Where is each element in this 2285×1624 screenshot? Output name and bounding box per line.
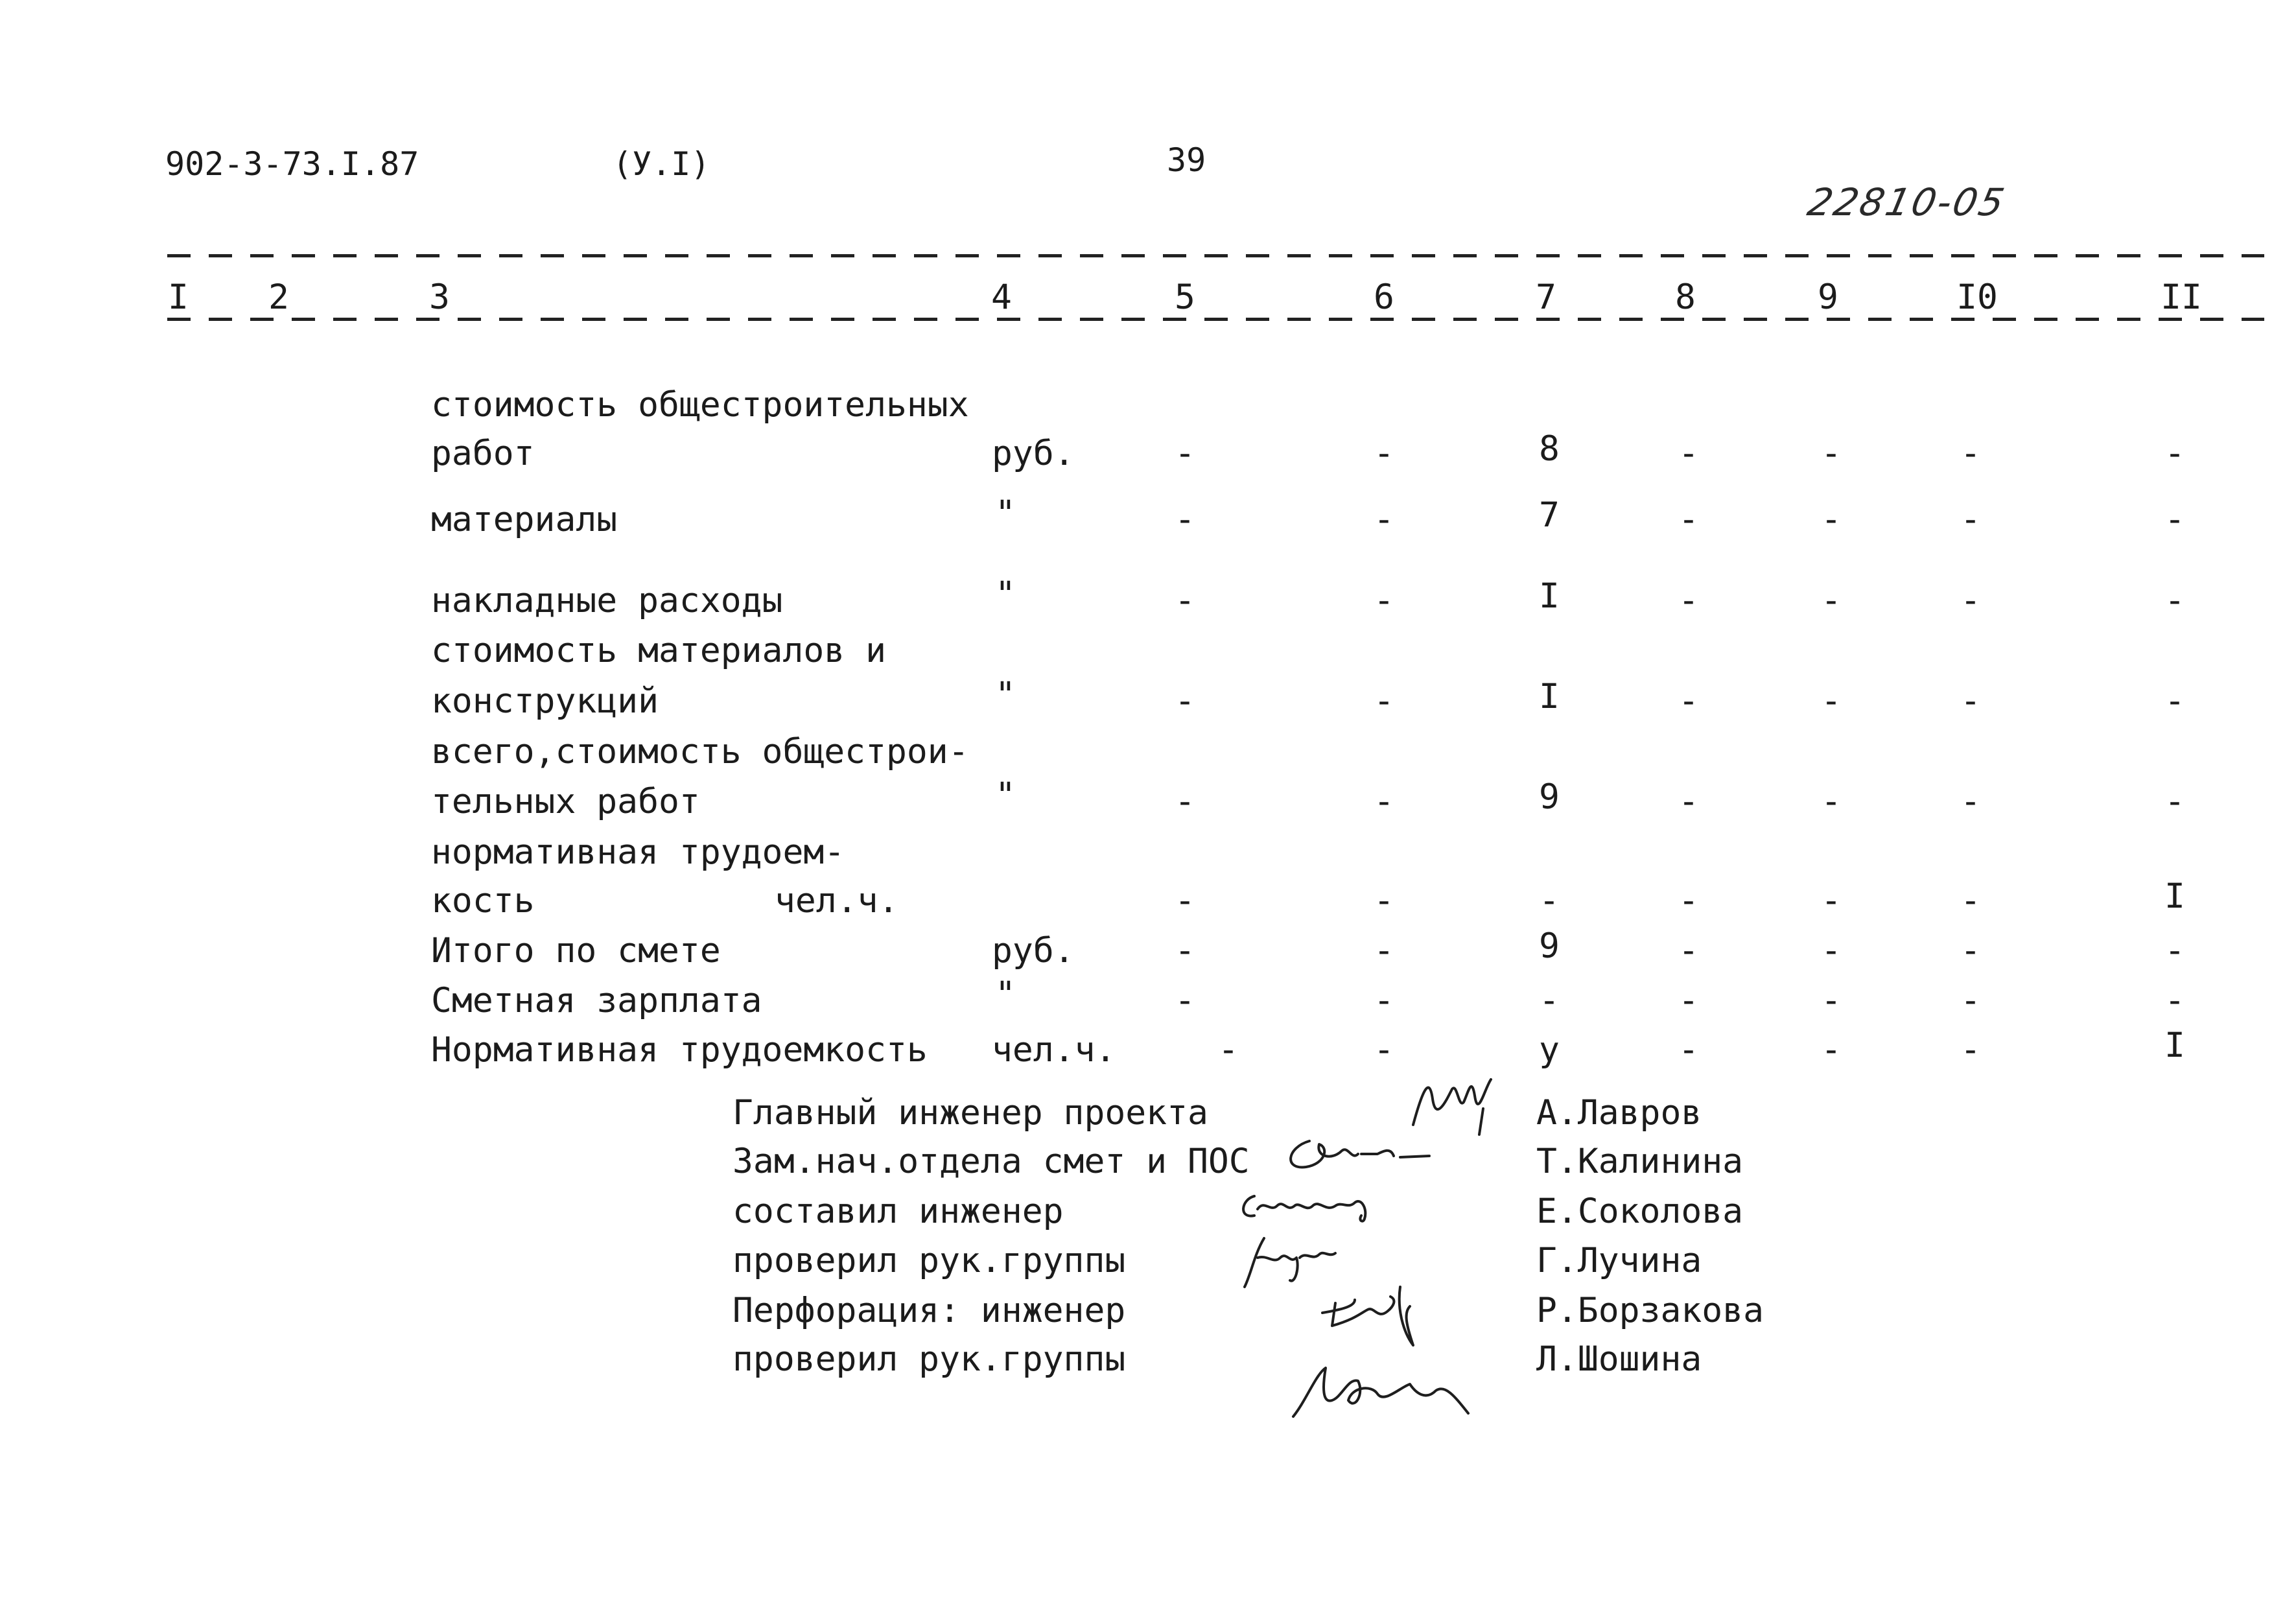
cell-col7: 8 <box>1539 429 1560 469</box>
handwritten-signature <box>1287 1348 1494 1433</box>
cell-col11: - <box>2164 581 2185 620</box>
volume-label: (У.I) <box>613 145 710 183</box>
row-label: тельных работ <box>431 782 700 821</box>
cell-col7: I <box>1539 576 1560 616</box>
cell-col9: - <box>1821 1030 1842 1070</box>
cell-col5: - <box>1218 1030 1239 1070</box>
cell-col8: - <box>1678 931 1699 971</box>
row-label: стоимость общестроительных <box>431 385 969 425</box>
cell-col6: - <box>1374 1030 1394 1070</box>
cell-col6: - <box>1374 681 1394 721</box>
handwritten-signature <box>1235 1183 1390 1235</box>
row-label: кость <box>431 881 535 921</box>
cell-col5: - <box>1175 881 1195 921</box>
row-label: Нормативная трудоемкость <box>431 1030 928 1070</box>
cell-col8: - <box>1678 500 1699 539</box>
cell-col5: - <box>1175 981 1195 1020</box>
cell-col10: - <box>1960 782 1981 821</box>
cell-col5: - <box>1175 931 1195 971</box>
cell-col11: - <box>2164 981 2185 1020</box>
cell-col9: - <box>1821 681 1842 721</box>
cell-col8: - <box>1678 1030 1699 1070</box>
cell-col10: - <box>1960 581 1981 620</box>
col-header-6: 6 <box>1374 277 1394 317</box>
cell-col6: - <box>1374 881 1394 921</box>
signature-name: Т.Калинина <box>1536 1142 1744 1181</box>
row-unit: " <box>995 775 1016 815</box>
cell-col9: - <box>1821 581 1842 620</box>
row-label: Сметная зарплата <box>431 981 762 1020</box>
cell-col9: - <box>1821 881 1842 921</box>
cell-col11: I <box>2164 1026 2185 1065</box>
row-unit: чел.ч. <box>992 1030 1116 1070</box>
cell-col8: - <box>1678 782 1699 821</box>
col-header-9: 9 <box>1818 277 1838 317</box>
cell-col11: - <box>2164 681 2185 721</box>
cell-col8: - <box>1678 681 1699 721</box>
cell-col11: - <box>2164 434 2185 473</box>
cell-col6: - <box>1374 782 1394 821</box>
col-header-2: 2 <box>268 277 289 317</box>
page-number: 39 <box>1167 141 1206 179</box>
cell-col5: - <box>1175 782 1195 821</box>
cell-col9: - <box>1821 434 1842 473</box>
cell-col9: - <box>1821 931 1842 971</box>
cell-col6: - <box>1374 500 1394 539</box>
row-unit: " <box>995 574 1016 614</box>
cell-col5: - <box>1175 434 1195 473</box>
cell-col10: - <box>1960 931 1981 971</box>
cell-col7: 9 <box>1539 777 1560 817</box>
signature-role: составил инженер <box>732 1192 1064 1231</box>
row-label: конструкций <box>431 681 659 721</box>
col-header-7: 7 <box>1536 277 1556 317</box>
cell-col5: - <box>1175 681 1195 721</box>
signature-name: Л.Шошина <box>1536 1339 1702 1379</box>
cell-col5: - <box>1175 581 1195 620</box>
col-header-10: I0 <box>1956 277 1998 317</box>
signature-name: Е.Соколова <box>1536 1192 1744 1231</box>
col-header-1: I <box>168 277 189 317</box>
signature-role: проверил рук.группы <box>732 1339 1126 1379</box>
header-rule-top <box>167 254 2264 257</box>
row-unit: чел.ч. <box>775 881 899 921</box>
signature-role: Главный инженер проекта <box>732 1093 1208 1133</box>
col-header-4: 4 <box>991 277 1012 317</box>
row-unit: " <box>995 493 1016 533</box>
cell-col11: - <box>2164 782 2185 821</box>
cell-col11: - <box>2164 500 2185 539</box>
cell-col10: - <box>1960 500 1981 539</box>
row-label: накладные расходы <box>431 581 783 620</box>
row-label: стоимость материалов и <box>431 631 886 670</box>
document-code: 902-3-73.I.87 <box>165 145 419 183</box>
row-label: всего,стоимость общестрои- <box>431 732 969 771</box>
handwritten-signature <box>1280 1131 1442 1183</box>
row-unit: руб. <box>992 434 1075 473</box>
cell-col10: - <box>1960 681 1981 721</box>
signature-role: Зам.нач.отдела смет и ПОС <box>732 1142 1250 1181</box>
cell-col10: - <box>1960 434 1981 473</box>
row-label: работ <box>431 434 535 473</box>
cell-col9: - <box>1821 981 1842 1020</box>
cell-col9: - <box>1821 782 1842 821</box>
cell-col11: - <box>2164 931 2185 971</box>
col-header-5: 5 <box>1175 277 1195 317</box>
cell-col7: I <box>1539 677 1560 716</box>
row-label: Итого по смете <box>431 931 721 971</box>
signature-role: Перфорация: инженер <box>732 1291 1126 1330</box>
signature-name: А.Лавров <box>1536 1093 1702 1133</box>
cell-col6: - <box>1374 931 1394 971</box>
cell-col8: - <box>1678 581 1699 620</box>
cell-col8: - <box>1678 881 1699 921</box>
cell-col8: - <box>1678 434 1699 473</box>
signature-role: проверил рук.группы <box>732 1241 1126 1280</box>
row-unit: " <box>995 675 1016 714</box>
col-header-11: II <box>2161 277 2202 317</box>
header-rule-bottom <box>167 318 2264 321</box>
col-header-8: 8 <box>1675 277 1696 317</box>
cell-col7: у <box>1539 1030 1560 1070</box>
cell-col7: - <box>1539 881 1560 921</box>
cell-col6: - <box>1374 981 1394 1020</box>
cell-col8: - <box>1678 981 1699 1020</box>
signature-name: Р.Борзакова <box>1536 1291 1764 1330</box>
archive-stamp-number: 22810-05 <box>1803 180 2010 224</box>
cell-col10: - <box>1960 1030 1981 1070</box>
cell-col6: - <box>1374 434 1394 473</box>
row-unit: " <box>995 974 1016 1014</box>
row-unit: руб. <box>992 931 1075 971</box>
cell-col10: - <box>1960 881 1981 921</box>
cell-col7: 7 <box>1539 495 1560 535</box>
cell-col11: I <box>2164 877 2185 916</box>
col-header-3: 3 <box>429 277 450 317</box>
cell-col9: - <box>1821 500 1842 539</box>
row-label: материалы <box>431 500 618 539</box>
cell-col6: - <box>1374 581 1394 620</box>
cell-col10: - <box>1960 981 1981 1020</box>
cell-col7: 9 <box>1539 926 1560 966</box>
cell-col5: - <box>1175 500 1195 539</box>
row-label: нормативная трудоем- <box>431 832 845 872</box>
cell-col7: - <box>1539 981 1560 1020</box>
signature-name: Г.Лучина <box>1536 1241 1702 1280</box>
